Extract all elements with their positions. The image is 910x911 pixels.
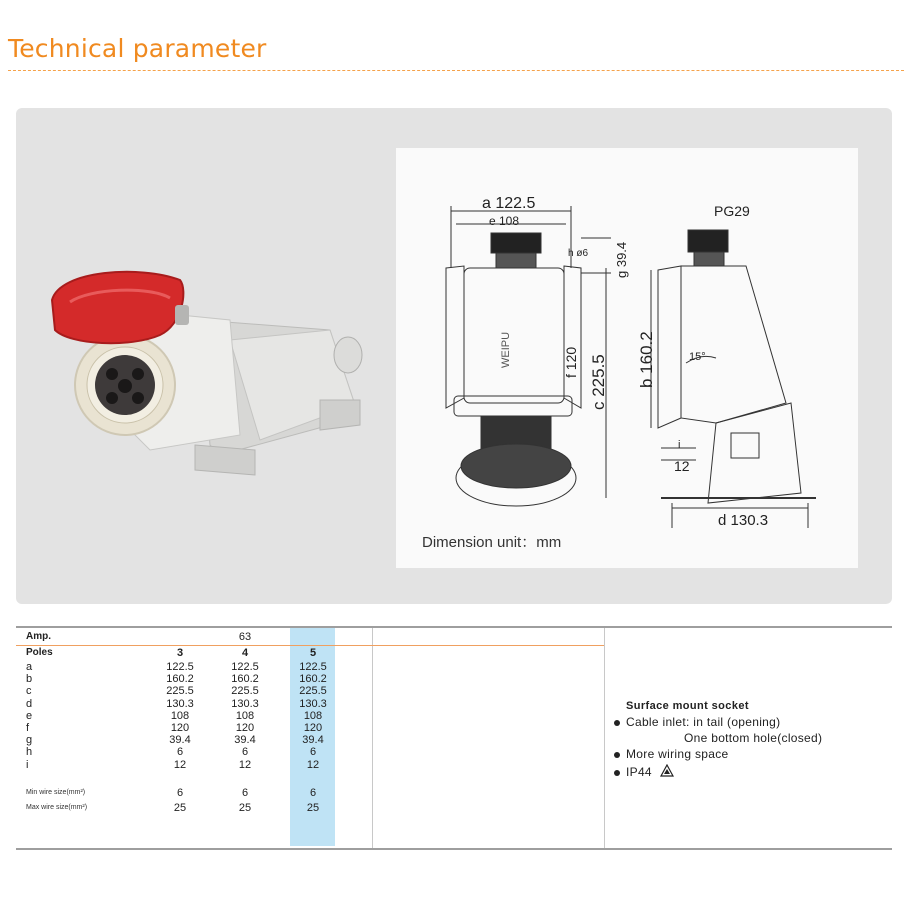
row-i-value: 12 bbox=[306, 759, 320, 771]
dim-c-label: c 225.5 bbox=[589, 354, 608, 410]
row-d-value: 130.3 bbox=[299, 698, 327, 710]
row-a-value: 122.5 bbox=[166, 661, 194, 673]
dimension-drawing bbox=[396, 148, 858, 568]
row-key-b: b bbox=[26, 673, 33, 685]
row-b-value: 160.2 bbox=[231, 673, 259, 685]
row-key-f: f bbox=[26, 722, 30, 734]
max-wire-3: 25 bbox=[173, 802, 187, 814]
product-image bbox=[30, 250, 380, 490]
dim-a-label: a 122.5 bbox=[482, 195, 536, 212]
row-d-value: 130.3 bbox=[166, 698, 194, 710]
table-divider bbox=[372, 628, 373, 848]
row-c-value: 225.5 bbox=[231, 685, 259, 697]
dim-d-label: d 130.3 bbox=[718, 512, 769, 529]
max-wire-4: 25 bbox=[238, 802, 252, 814]
min-wire-3: 6 bbox=[176, 787, 184, 799]
features-title: Surface mount socket bbox=[626, 700, 749, 712]
dim-angle-label: 15° bbox=[689, 351, 706, 363]
dim-g-label: g 39.4 bbox=[614, 241, 629, 278]
dim-i-value: 12 bbox=[674, 458, 690, 474]
amp-label: Amp. bbox=[26, 631, 51, 642]
table-top-border bbox=[16, 626, 892, 628]
row-key-a: a bbox=[26, 661, 33, 673]
row-i-value: 12 bbox=[173, 759, 187, 771]
feature-wiring: More wiring space bbox=[614, 747, 728, 761]
row-g-value: 39.4 bbox=[302, 734, 324, 746]
dimension-unit-text: Dimension unit：mm bbox=[422, 534, 562, 551]
row-a-value: 122.5 bbox=[299, 661, 327, 673]
row-c-value: 225.5 bbox=[166, 685, 194, 697]
min-wire-5: 6 bbox=[309, 787, 317, 799]
row-h-value: 6 bbox=[176, 746, 184, 758]
row-a-value: 122.5 bbox=[231, 661, 259, 673]
row-f-value: 120 bbox=[235, 722, 255, 734]
dim-b-label: b 160.2 bbox=[637, 331, 656, 388]
dim-pg-label: PG29 bbox=[714, 203, 750, 219]
row-b-value: 160.2 bbox=[299, 673, 327, 685]
table-divider bbox=[604, 628, 605, 848]
row-h-value: 6 bbox=[241, 746, 249, 758]
dim-e-label: e 108 bbox=[489, 214, 520, 228]
table-bottom-border bbox=[16, 848, 892, 850]
row-key-c: c bbox=[26, 685, 32, 697]
amp-value: 63 bbox=[238, 631, 252, 643]
row-key-g: g bbox=[26, 734, 33, 746]
poles-4: 4 bbox=[241, 647, 249, 659]
max-wire-5: 25 bbox=[306, 802, 320, 814]
row-key-h: h bbox=[26, 746, 33, 758]
row-d-value: 130.3 bbox=[231, 698, 259, 710]
header-rule bbox=[16, 645, 604, 646]
row-i-value: 12 bbox=[238, 759, 252, 771]
dim-h-label: h ø6 bbox=[568, 248, 589, 259]
row-f-value: 120 bbox=[303, 722, 323, 734]
row-key-d: d bbox=[26, 698, 33, 710]
warning-triangle-icon bbox=[660, 764, 674, 777]
title-divider bbox=[8, 70, 904, 71]
row-b-value: 160.2 bbox=[166, 673, 194, 685]
poles-3: 3 bbox=[176, 647, 184, 659]
row-e-value: 108 bbox=[170, 710, 190, 722]
row-g-value: 39.4 bbox=[169, 734, 191, 746]
row-key-i: i bbox=[26, 759, 29, 771]
dim-i-label: i bbox=[678, 439, 681, 451]
row-c-value: 225.5 bbox=[299, 685, 327, 697]
row-key-e: e bbox=[26, 710, 33, 722]
row-e-value: 108 bbox=[303, 710, 323, 722]
brand-mark: WEIPU bbox=[500, 331, 512, 368]
row-f-value: 120 bbox=[170, 722, 190, 734]
min-wire-4: 6 bbox=[241, 787, 249, 799]
max-wire-label: Max wire size(mm²) bbox=[26, 804, 88, 811]
row-e-value: 108 bbox=[235, 710, 255, 722]
page-title: Technical parameter bbox=[8, 34, 267, 63]
row-g-value: 39.4 bbox=[234, 734, 256, 746]
feature-cable-inlet: Cable inlet: in tail (opening) bbox=[614, 715, 780, 729]
feature-ip: IP44 bbox=[614, 764, 674, 779]
row-h-value: 6 bbox=[309, 746, 317, 758]
poles-label: Poles bbox=[26, 647, 53, 658]
poles-5: 5 bbox=[309, 647, 317, 659]
min-wire-label: Min wire size(mm²) bbox=[26, 789, 86, 796]
feature-cable-inlet-2: One bottom hole(closed) bbox=[684, 731, 823, 745]
dim-f-label: f 120 bbox=[563, 346, 579, 378]
